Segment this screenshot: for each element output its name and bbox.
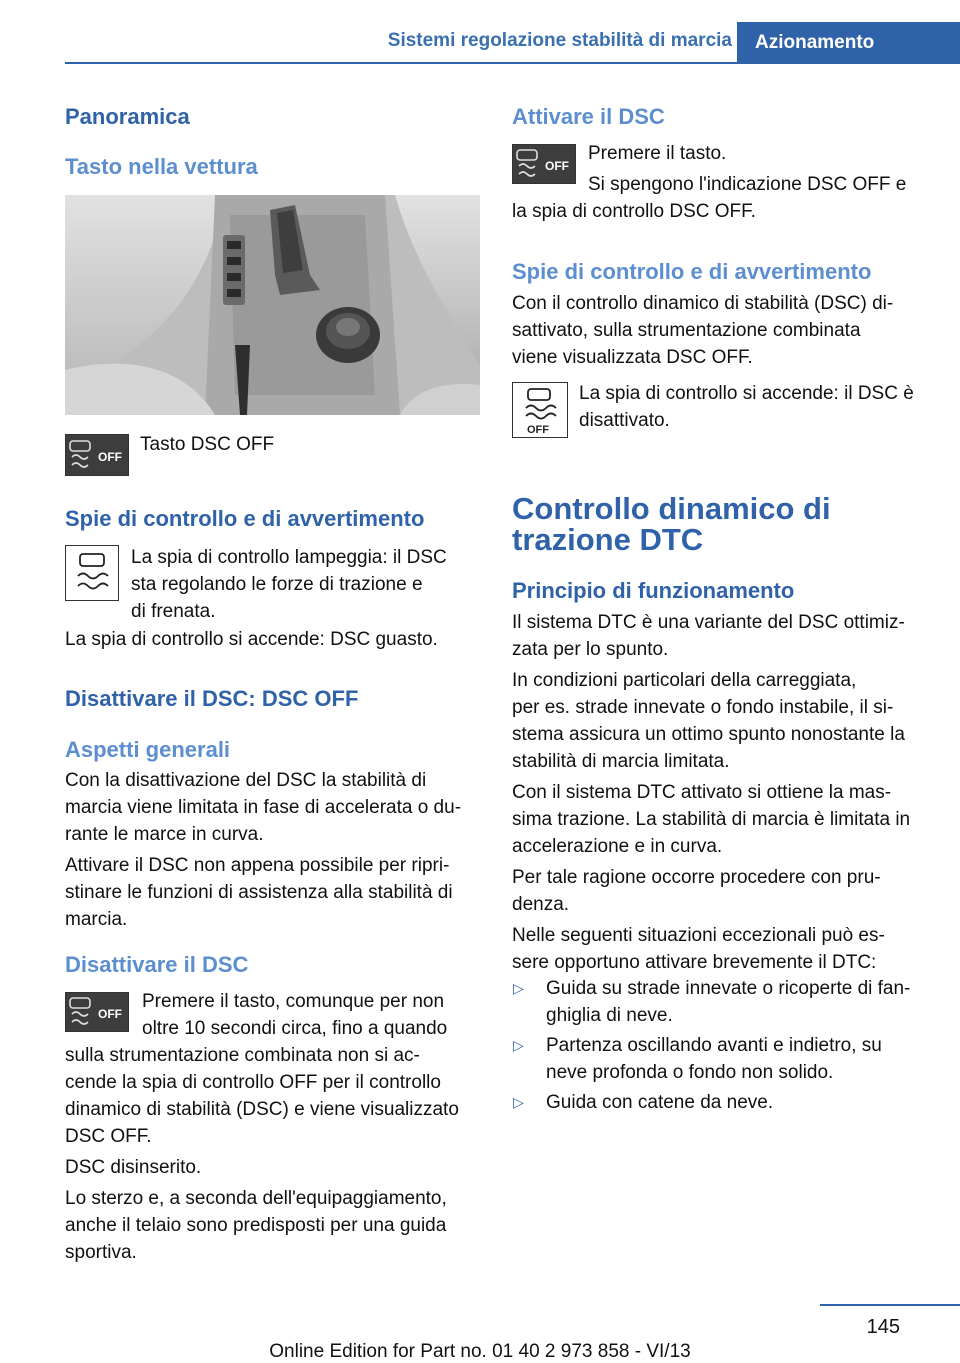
heading-dtc-l1: Controllo dinamico di <box>512 491 831 526</box>
heading-disattivare-dsc: Disattivare il DSC <box>65 952 249 977</box>
dis-p1-l4: cende la spia di controllo OFF per il controllo <box>65 1072 441 1093</box>
pr-p2-l1: In condizioni particolari della carreggiata, <box>512 670 857 691</box>
aspetti-p1-l1: Con la disattivazione del DSC la stabilità di <box>65 770 427 791</box>
footer-rule <box>820 1304 960 1306</box>
heading-disattivare-dsc-off: Disattivare il DSC: DSC OFF <box>65 686 359 711</box>
running-header-section: Sistemi regolazione stabilità di marcia <box>387 30 732 51</box>
dsc-off-button-icon-2 <box>65 992 129 1032</box>
spie-icon-l1: La spia di controllo si accende: il DSC è <box>579 383 914 404</box>
att-p2-l2: la spia di controllo DSC OFF. <box>512 201 756 222</box>
pr-p2-l3: stema assicura un ottimo spunto nonostante la <box>512 724 905 745</box>
icon-caption-dsc-off: Tasto DSC OFF <box>140 434 275 455</box>
pr-p3-l3: accelerazione e in curva. <box>512 836 723 857</box>
heading-tasto-vettura: Tasto nella vettura <box>65 154 258 179</box>
dis-p3-l2: anche il telaio sono predisposti per una guida <box>65 1215 447 1236</box>
pr-p2-l2: per es. strade innevate o fondo instabile, il si‐ <box>512 697 894 718</box>
pr-p5-l1: Nelle seguenti situazioni eccezionali può es‐ <box>512 925 885 946</box>
pr-p4-l2: denza. <box>512 894 570 915</box>
dis-p3-l1: Lo sterzo e, a seconda dell'equipaggiamento, <box>65 1188 447 1209</box>
dis-p1-l1: Premere il tasto, comunque per non <box>142 991 445 1012</box>
heading-attivare-dsc: Attivare il DSC <box>512 104 665 129</box>
aspetti-p2-l2: stinare le funzioni di assistenza alla stabilità di <box>65 882 453 903</box>
bullet-1-l2: ghiglia di neve. <box>546 1005 673 1026</box>
dis-p3-l3: sportiva. <box>65 1242 137 1263</box>
spie-line-2: sta regolando le forze di trazione e <box>131 574 423 595</box>
dsc-off-button-icon <box>65 434 129 476</box>
dsc-off-button-icon-3 <box>512 144 576 184</box>
dsc-warning-lamp-icon <box>65 545 119 601</box>
bullet-3-l1: Guida con catene da neve. <box>546 1092 774 1113</box>
aspetti-p2-l1: Attivare il DSC non appena possibile per ripri‐ <box>65 855 450 876</box>
heading-dtc-l2: trazione DTC <box>512 522 704 557</box>
page-number: 145 <box>866 1316 900 1338</box>
pr-p5-l2: sere opportuno attivare brevemente il DTC: <box>512 952 877 973</box>
bullet-2-l1: Partenza oscillando avanti e indietro, su <box>546 1035 882 1056</box>
pr-p2-l4: stabilità di marcia limitata. <box>512 751 730 772</box>
pr-p1-l2: zata per lo spunto. <box>512 639 669 660</box>
dis-p2: DSC disinserito. <box>65 1157 202 1178</box>
car-console-photo <box>65 195 480 415</box>
att-p2-l1: Si spengono l'indicazione DSC OFF e <box>588 174 907 195</box>
spie-line-3: di frenata. <box>131 601 216 622</box>
heading-spie-right: Spie di controllo e di avvertimento <box>512 259 872 284</box>
svg-text:OFF: OFF <box>98 1007 122 1021</box>
edition-footer: Online Edition for Part no. 01 40 2 973 858 - VI/13 <box>269 1341 691 1362</box>
pr-p4-l1: Per tale ragione occorre procedere con pru‐ <box>512 867 881 888</box>
aspetti-p2-l3: marcia. <box>65 909 128 930</box>
dis-p1-l3: sulla strumentazione combinata non si ac‐ <box>65 1045 420 1066</box>
running-header-chapter: Azionamento <box>737 22 960 62</box>
heading-spie-left: Spie di controllo e di avvertimento <box>65 506 425 531</box>
heading-principio: Principio di funzionamento <box>512 578 795 603</box>
aspetti-p1-l3: rante le marce in curva. <box>65 824 264 845</box>
bullet-marker: ▷ <box>513 1037 524 1053</box>
pr-p1-l1: Il sistema DTC è una variante del DSC ottimiz‐ <box>512 612 905 633</box>
spie-right-l2: sattivato, sulla strumentazione combinata <box>512 320 861 341</box>
dis-p1-l2: oltre 10 secondi circa, fino a quando <box>142 1018 448 1039</box>
bullet-marker: ▷ <box>513 1094 524 1110</box>
bullet-marker: ▷ <box>513 980 524 996</box>
header-rule <box>65 62 960 64</box>
heading-aspetti-generali: Aspetti generali <box>65 737 231 762</box>
pr-p3-l1: Con il sistema DTC attivato si ottiene la mas‐ <box>512 782 892 803</box>
heading-panoramica: Panoramica <box>65 104 190 129</box>
dis-p1-l5: dinamico di stabilità (DSC) e viene visualizzato <box>65 1099 459 1120</box>
svg-text:OFF: OFF <box>98 450 122 464</box>
bullet-1-l1: Guida su strade innevate o ricoperte di fan‐ <box>546 978 911 999</box>
spie-line-1: La spia di controllo lampeggia: il DSC <box>131 547 447 568</box>
spie-icon-l2: disattivato. <box>579 410 670 431</box>
spie-right-l3: viene visualizzata DSC OFF. <box>512 347 753 368</box>
dis-p1-l6: DSC OFF. <box>65 1126 152 1147</box>
spie-on-text: La spia di controllo si accende: DSC guasto. <box>65 629 438 650</box>
dsc-off-lamp-icon <box>512 382 568 438</box>
att-p1: Premere il tasto. <box>588 143 727 164</box>
pr-p3-l2: sima trazione. La stabilità di marcia è limitata in <box>512 809 911 830</box>
svg-text:OFF: OFF <box>545 159 569 173</box>
svg-text:OFF: OFF <box>527 424 549 436</box>
spie-right-l1: Con il controllo dinamico di stabilità (DSC) di‐ <box>512 293 894 314</box>
aspetti-p1-l2: marcia viene limitata in fase di accelerata o du‐ <box>65 797 462 818</box>
bullet-2-l2: neve profonda o fondo non solido. <box>546 1062 834 1083</box>
